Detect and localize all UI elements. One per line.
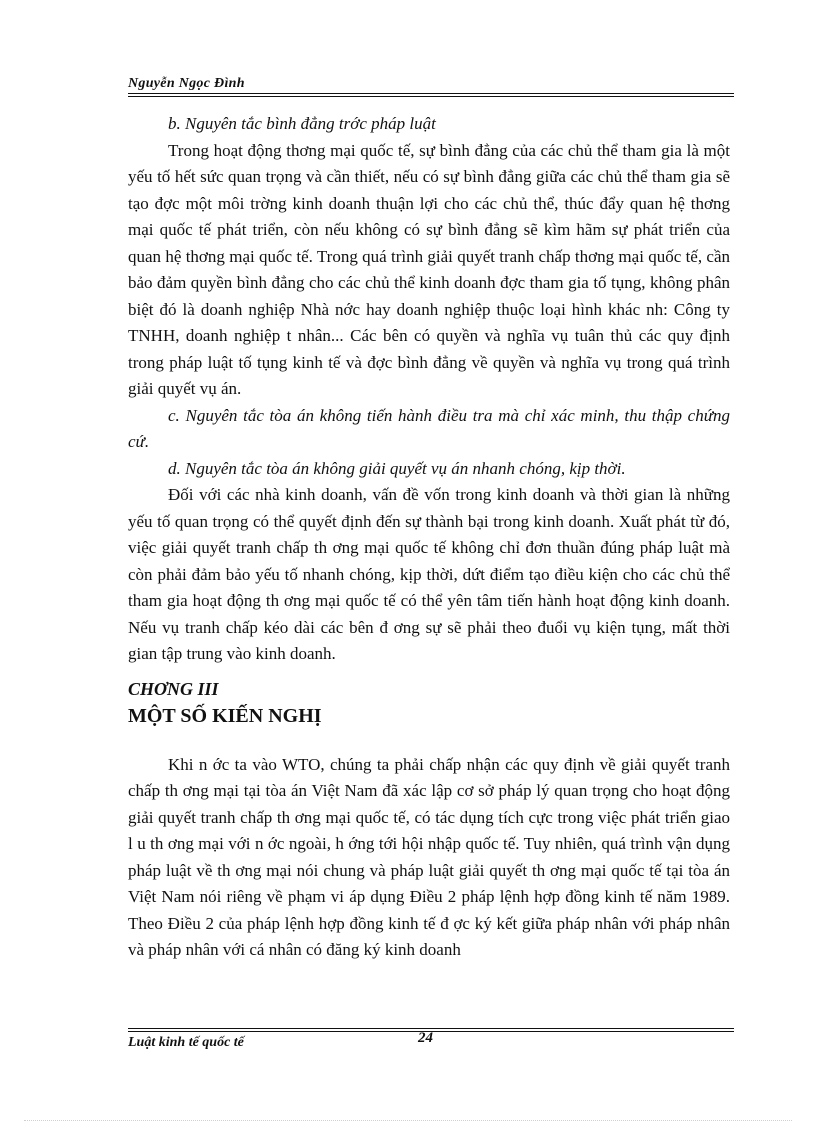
chapter-title: MỘT SỐ KIẾN NGHỊ bbox=[128, 704, 322, 727]
paragraph: Đối với các nhà kinh doanh, vấn đề vốn trong kinh doanh và thời gian là những yếu tố quan trọng có thể quyết định đến sự thành bại trong kinh doanh. Xuất phát từ đó, việc giải quyết tranh chấp th ơng mại quốc tế không chỉ đơn thuần đúng pháp luật mà còn phải đảm bảo yếu tố nhanh chóng, kịp thời, dứt điểm tạo điều kiện cho các chủ thể tham gia hoạt động th ơng mại quốc tế có thể yên tâm tiến hành hoạt động kinh doanh. Nếu vụ tranh chấp kéo dài các bên đ ơng sự sẽ phải theo đuổi vụ kiện tụng, mất thời gian tập trung vào kinh doanh. bbox=[128, 485, 730, 663]
header-rule bbox=[128, 93, 734, 97]
footer-subject: Luật kinh tế quốc tế bbox=[128, 1035, 244, 1050]
body-content bbox=[128, 111, 730, 964]
page-edge-divider bbox=[24, 1120, 792, 1121]
paragraph: Trong hoạt động thơng mại quốc tế, sự bình đẳng của các chủ thể tham gia là một yếu tố hết sức quan trọng và cần thiết, nếu có sự bình đẳng giữa các chủ thể tham gia sẽ tạo đợc một môi trờng kinh doanh thuận lợi cho các chủ thể, thúc đẩy quan hệ thơng mại quốc tế phát triển, còn nếu không có sự bình đẳng sẽ kìm hãm sự phát triển của quan hệ thơng mại quốc tế. Trong quá trình giải quyết tranh chấp thơng mại quốc tế, cần bảo đảm quyền bình đẳng cho các chủ thể kinh doanh đợc tham gia tố tụng, không phân biệt đó là doanh nghiệp Nhà nớc hay doanh nghiệp thuộc loại hình khác nh: Công ty TNHH, doanh nghiệp t nhân... Các bên có quyền và nghĩa vụ tuân thủ các quy định trong pháp luật tố tụng kinh tế và đợc bình đẳng về quyền và nghĩa vụ trong quá trình giải quyết vụ án. bbox=[128, 140, 730, 398]
header-author: Nguyễn Ngọc Đình bbox=[128, 76, 245, 91]
section-heading-d: d. Nguyên tắc tòa án không giải quyết vụ án nhanh chóng, kịp thời. bbox=[168, 458, 626, 478]
section-heading-b: b. Nguyên tắc bình đẳng trớc pháp luật bbox=[168, 114, 436, 133]
paragraph: Khi n ớc ta vào WTO, chúng ta phải chấp nhận các quy định về giải quyết tranh chấp th ơng mại tại tòa án Việt Nam đã xác lập cơ sở pháp lý quan trọng cho hoạt động giải quyết tranh chấp th ơng mại quốc tế, có tác dụng tích cực trong việc phát triển giao l u th ơng mại với n ớc ngoài, h ớng tới hội nhập quốc tế. Tuy nhiên, quá trình vận dụng pháp luật về th ơng mại nói chung và pháp luật giải quyết th ơng mại quốc tế tại tòa án Việt Nam nói riêng về phạm vi áp dụng Điều 2 pháp lệnh hợp đồng kinh tế năm 1989. Theo Điều 2 của pháp lệnh hợp đồng kinh tế đ ợc ký kết giữa pháp nhân với pháp nhân và pháp nhân với cá nhân có đăng ký kinh doanh bbox=[128, 754, 730, 959]
chapter-label: CHƠNG III bbox=[128, 678, 219, 699]
section-heading-c: c. Nguyên tắc tòa án không tiến hành điều tra mà chỉ xác minh, thu thập chứng cứ. bbox=[128, 405, 730, 451]
page-number: 24 bbox=[418, 1030, 433, 1046]
